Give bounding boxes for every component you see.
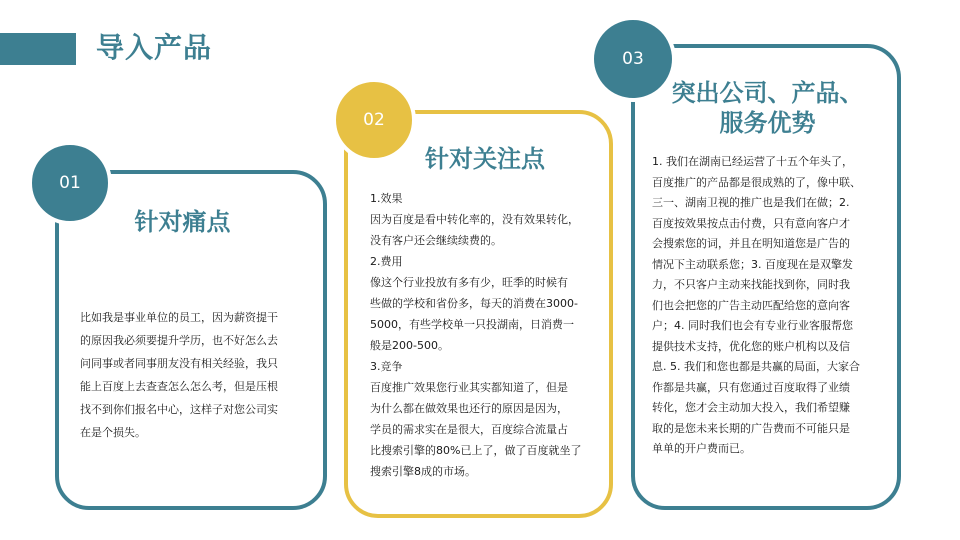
card-body-pain-points: 比如我是事业单位的员工，因为薪资提干 的原因我必须要提升学历，也不好怎么去 问同事或者同事朋友没有相关经验，我只 能上百度上去查查怎么怎么考，但是压根 找不到你们报名中心，这样子对您公司实 在是个损失。 bbox=[80, 311, 278, 439]
card-title-advantages: 突出公司、产品、 服务优势 bbox=[671, 79, 864, 137]
card-body-focus-points: 1.效果 因为百度是看中转化率的，没有效果转化， 没有客户还会继续续费的。 2.费用 像这个行业投放有多有少，旺季的时候有 些做的学校和省份多，每天的消费在3000- 5000，有些学校单一只投湖南，日消费一 般是200-500。 3.竞争 百度推广效果您行业其实都知道了，但是 为什么都在做效果也还行的原因是因为， 学员的需求实在是很大，百度综合流量占 比搜索引擎的80%已上了，做了百度就坐了 搜索引擎8成的市场。 bbox=[370, 192, 582, 478]
card-number-badge-01: 01 bbox=[28, 141, 112, 225]
card-title-pain-points: 针对痛点 bbox=[134, 208, 231, 236]
page-title: 导入产品 bbox=[96, 31, 213, 64]
card-title-focus-points: 针对关注点 bbox=[425, 145, 545, 173]
header-accent-bar bbox=[0, 33, 76, 65]
card-number-badge-03: 03 bbox=[590, 16, 676, 102]
card-body-advantages: 1. 我们在湖南已经运营了十五个年头了， 百度推广的产品都是很成熟的了，像中联、 三一、湖南卫视的推广也是我们在做；2. 百度按效果按点击付费，只有意向客户才 会搜索您的词，并且在明知道您是广告的 情况下主动联系您；3. 百度现在是双擎发 力，不只客户主动来找能找到你，同时我 们也会把您的广告主动匹配给您的意向客 户；4. 同时我们也会有专业行业客服帮您 提供技术支持，优化您的账户机构以及信 息. 5. 我们和您也都是共赢的局面，大家合 作都是共赢，只有您通过百度取得了业绩 转化，您才会主动加大投入，我们希望赚 取的是您未来长期的广告费而不可能只是 单单的开户费而已。 bbox=[652, 155, 861, 455]
card-number-badge-02: 02 bbox=[332, 78, 416, 162]
